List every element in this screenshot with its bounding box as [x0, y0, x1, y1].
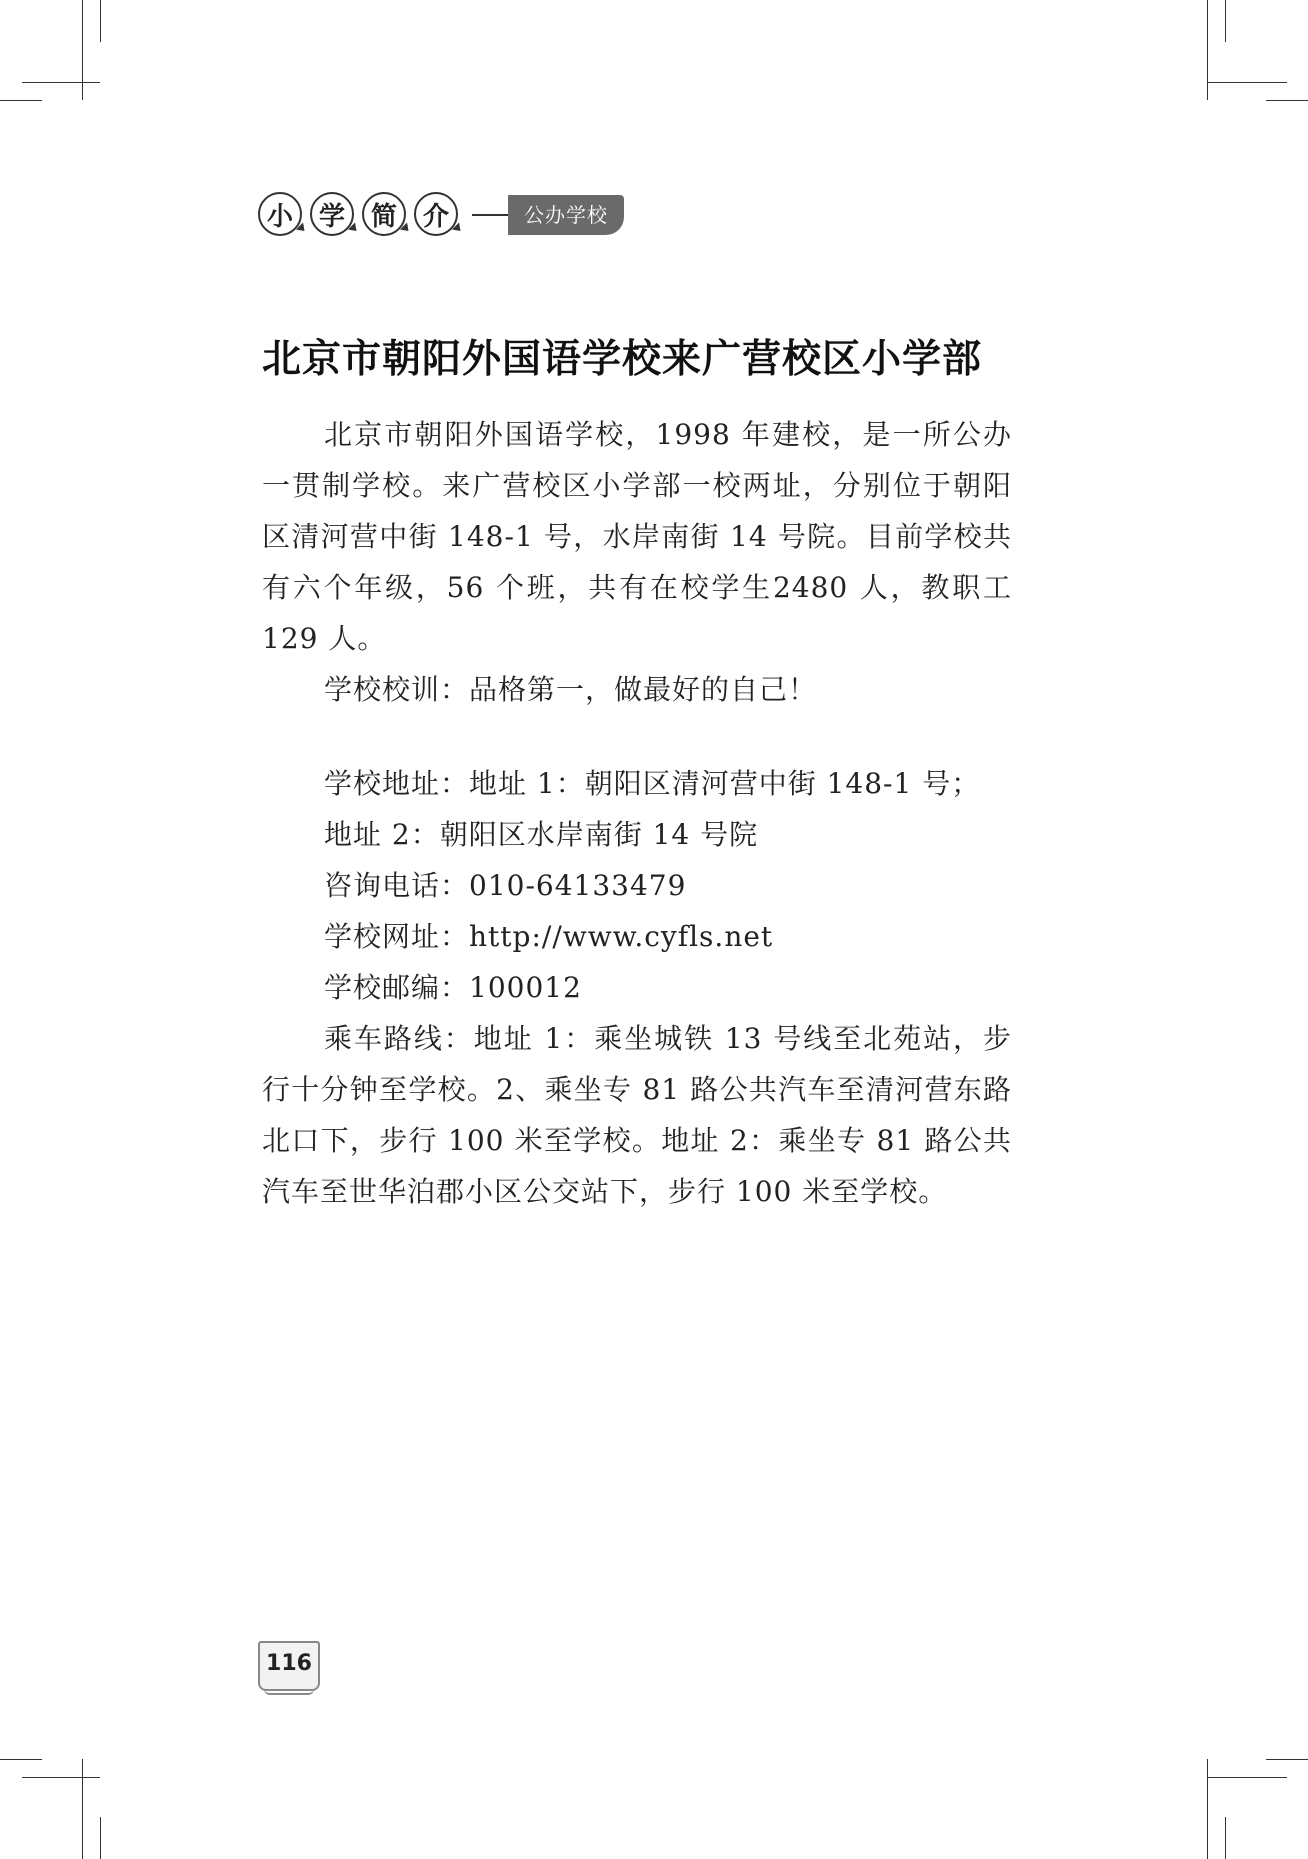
route-paragraph: 乘车路线：地址 1：乘坐城铁 13 号线至北苑站，步行十分钟至学校。2、乘坐专 81 路公共汽车至清河营东路北口下，步行 100 米至学校。地址 2：乘坐专 81 路公共汽车至世华泊郡小区公交站下，步行 100 米至学校。	[262, 1022, 1012, 1208]
crop-mark	[1266, 100, 1308, 101]
crop-mark	[100, 1817, 101, 1859]
crop-mark	[1225, 0, 1226, 42]
motto-paragraph	[262, 664, 1012, 715]
category-badge: 公办学校	[508, 195, 624, 235]
header-circle-char: 小	[258, 192, 302, 236]
website-line: 学校网址：http://www.cyfls.net	[324, 920, 774, 953]
crop-mark	[0, 1759, 42, 1760]
section-header	[258, 192, 638, 238]
crop-mark	[1207, 0, 1208, 100]
motto-text: 学校校训：品格第一，做最好的自己！	[324, 673, 818, 706]
crop-mark	[1266, 1759, 1308, 1760]
header-connector-line	[472, 214, 510, 216]
crop-mark	[22, 1777, 100, 1778]
crop-mark	[22, 82, 100, 83]
postcode-line: 学校邮编：100012	[324, 971, 582, 1004]
crop-mark	[1225, 1817, 1226, 1859]
school-info	[262, 758, 1012, 1217]
header-circle-char: 学	[310, 192, 354, 236]
address-line-2: 地址 2：朝阳区水岸南街 14 号院	[324, 818, 759, 851]
phone-line: 咨询电话：010-64133479	[324, 869, 687, 902]
crop-mark	[1207, 1777, 1287, 1778]
crop-mark	[100, 0, 101, 42]
header-circle-char: 简	[362, 192, 406, 236]
intro-paragraph	[262, 409, 1012, 664]
address-line-1: 学校地址：地址 1：朝阳区清河营中街 148-1 号；	[324, 767, 981, 800]
header-circle-char: 介	[414, 192, 458, 236]
crop-mark	[82, 1759, 83, 1859]
page-title: 北京市朝阳外国语学校来广营校区小学部	[262, 337, 983, 382]
crop-mark	[1207, 82, 1287, 83]
crop-mark	[82, 0, 83, 100]
crop-mark	[1207, 1759, 1208, 1859]
page-number: 116	[258, 1641, 320, 1691]
intro-text: 北京市朝阳外国语学校，1998 年建校，是一所公办一贯制学校。来广营校区小学部一校两址，分别位于朝阳区清河营中街 148-1 号，水岸南街 14 号院。目前学校共有六个年级，56 个班，共有在校学生2480 人，教职工 129 人。	[262, 418, 1012, 655]
crop-mark	[0, 100, 42, 101]
